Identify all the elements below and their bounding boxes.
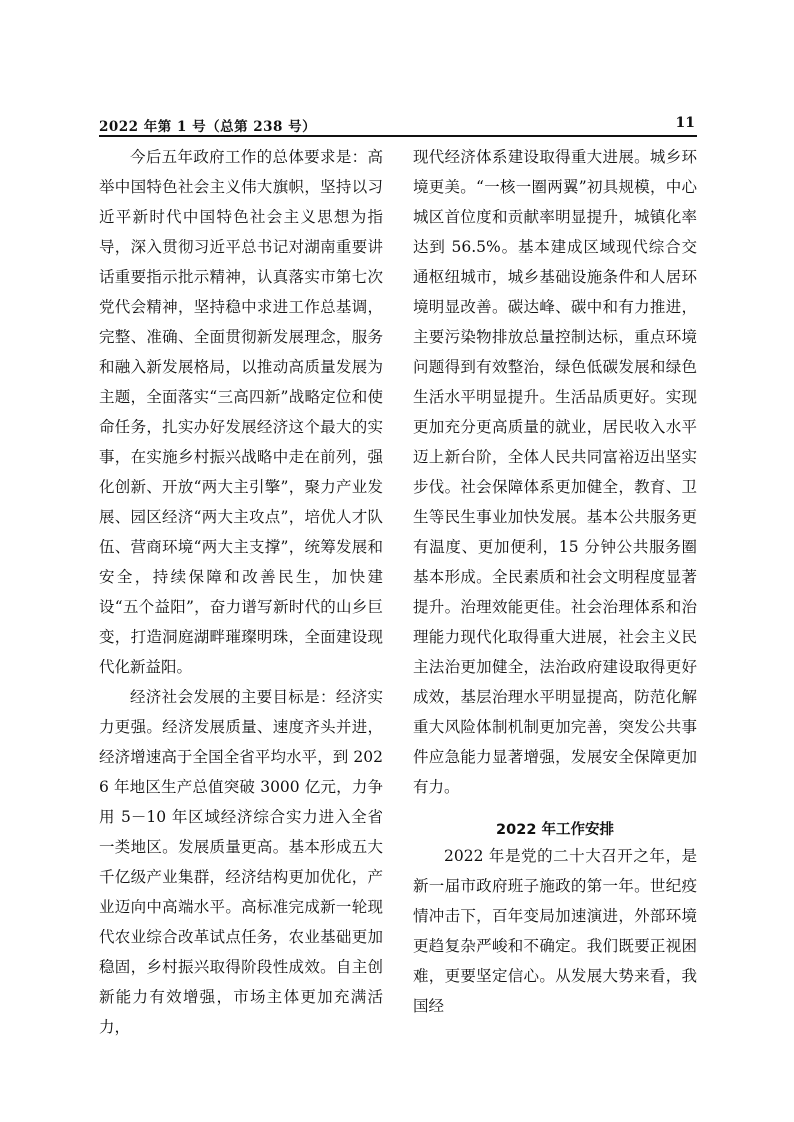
paragraph-overall-requirements: 今后五年政府工作的总体要求是：高举中国特色社会主义伟大旗帜，坚持以习近平新时代中国特色社会主义思想为指导，深入贯彻习近平总书记对湖南重要讲话重要指示批示精神，认真落实市第七次党代会精神，坚持稳中求进工作总基调，完整、准确、全面贯彻新发展理念，服务和融入新发展格局，以推动高质量发展为主题，全面落实“三高四新”战略定位和使命任务，扎实办好发展经济这个最大的实事，在实施乡村振兴战略中走在前列，强化创新、开放“两大主引擎”，聚力产业发展、园区经济“两大主攻点”，培优人才队伍、营商环境“两大主支撑”，统筹发展和安全，持续保障和改善民生，加快建设“五个益阳”，奋力谱写新时代的山乡巨变，打造洞庭湖畔璀璨明珠，全面建设现代化新益阳。 (99, 148, 383, 676)
running-header (99, 113, 697, 135)
right-column (413, 142, 697, 802)
header-divider (99, 135, 697, 137)
issue-label: 2022 年第 1 号（总第 238 号） (99, 119, 317, 135)
paragraph-main-goals: 经济社会发展的主要目标是：经济实力更强。经济发展质量、速度齐头并进，经济增速高于全国全省平均水平，到 2026 年地区生产总值突破 3000 亿元，力争用 5－10 年区域经济综合实力进入全省一类地区。发展质量更高。基本形成五大千亿级产业集群，经济结构更加优化，产业迈向中高端水平。高标准完成新一轮现代农业综合改革试点任务，农业基础更加稳固，乡村振兴取得阶段性成效。自主创新能力有效增强，市场主体更加充满活力， (99, 688, 383, 1036)
section-title: 2022 年工作安排 (496, 822, 614, 838)
paragraph-main-goals-continued: 现代经济体系建设取得重大进展。城乡环境更美。“一核一圈两翼”初具规模，中心城区首位度和贡献率明显提升，城镇化率达到 56.5%。基本建成区域现代综合交通枢纽城市，城乡基础设施条件和人居环境明显改善。碳达峰、碳中和有力推进，主要污染物排放总量控制达标，重点环境问题得到有效整治，绿色低碳发展和绿色生活水平明显提升。生活品质更好。实现更加充分更高质量的就业，居民收入水平迈上新台阶，全体人民共同富裕迈出坚实步伐。社会保障体系更加健全，教育、卫生等民生事业加快发展。基本公共服务更有温度、更加便利，15 分钟公共服务圈基本形成。全民素质和社会文明程度显著提升。治理效能更佳。社会治理体系和治理能力现代化取得重大进展，社会主义民主法治更加健全，法治政府建设取得更好成效，基层治理水平明显提高，防范化解重大风险体制机制更加完善，突发公共事件应急能力显著增强，发展安全保障更加有力。 (413, 148, 697, 796)
paragraph-work-arrangement: 2022 年是党的二十大召开之年，是新一届市政府班子施政的第一年。世纪疫情冲击下，百年变局加速演进，外部环境更趋复杂严峻和不确定。我们既要正视困难，更要坚定信心。从发展大势来看，我国经 (413, 847, 697, 1015)
right-column-section (413, 841, 697, 1021)
page-number: 11 (675, 115, 695, 131)
left-column (99, 142, 383, 1042)
